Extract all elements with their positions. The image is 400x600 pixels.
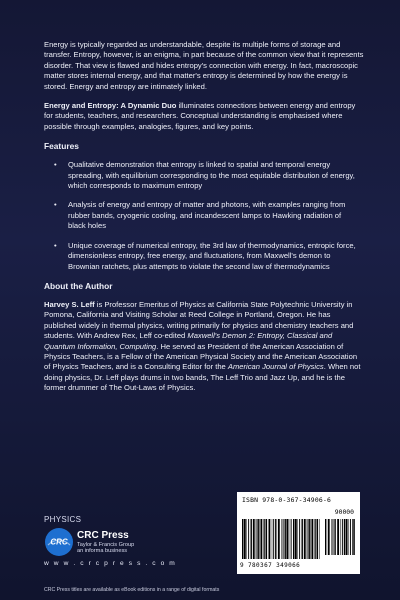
- ean-barcode-bars: [242, 519, 320, 559]
- journal-title: American Journal of Physics: [227, 362, 324, 372]
- barcode: [237, 492, 360, 574]
- publisher-url: w w w . c r c p r e s s . c o m: [44, 560, 177, 567]
- ebook-note: CRC Press titles are available as eBook editions in a range of digital formats: [44, 587, 220, 593]
- publisher-name: CRC Press: [77, 530, 129, 541]
- duo-text: illuminates connections between energy and entropy for students, teachers, and researchers. Conceptual understanding is emphasised where possible through examples, analogies, figures, and key points.: [44, 101, 356, 131]
- bullet-icon: •: [54, 240, 57, 250]
- isbn-label: ISBN 978-0-367-34906-6: [242, 496, 332, 504]
- publisher-group: Taylor & Francis Group: [77, 542, 135, 548]
- subject-label: PHYSICS: [44, 515, 82, 524]
- feature-item: • Qualitative demonstration that entropy is linked to spatial and temporal energy spreading, with equilibrium corresponding to the most equitable distribution of energy, which corresponds to maximum entropy: [54, 160, 355, 191]
- addon-barcode-bars: [325, 519, 355, 555]
- author-name: Harvey S. Leff: [44, 299, 95, 309]
- ean-digits: 9 780367 349066: [240, 562, 301, 569]
- author-heading: About the Author: [44, 280, 113, 291]
- bullet-icon: •: [54, 160, 57, 170]
- features-heading: Features: [44, 141, 79, 152]
- features-list: [44, 160, 364, 272]
- bullet-icon: •: [54, 200, 57, 210]
- duo-paragraph: [44, 101, 364, 132]
- author-bio: Harvey S. Leff is Professor Emeritus of Physics at California State Polytechnic University in Pomona, California and Visiting Scholar at Reed College in Portland, Oregon. He has published widely in thermal physics, writing primarily for physics and chemistry teachers and students. With Andrew Rex, Leff co-edited Maxwell's Demon 2: Entropy, Classical and Quantum Information, Computing. He served as President of the American Association of Physics Teachers, is a Fellow of the American Physical Society and the American Association of Physics Teachers, and is a Consulting Editor for the American Journal of Physics. When not doing physics, Dr. Leff plays drums in two bands, The Leff Trio and Jazz Up, and he is the former drummer of The Out-Laws of Physics.: [44, 299, 361, 393]
- intro-paragraph: Energy is typically regarded as understandable, despite its multiple forms of storage and transfer. Entropy, however, is an enigma, in part because of the common view that it represents disorder. That view is flawed and hides entropy's connection with energy. In fact, macroscopic matter stores internal energy, and that matter's entropy is determined by how the energy is stored. Energy and entropy are intimately linked.: [44, 40, 364, 91]
- logo-text: CRC: [50, 537, 68, 547]
- back-cover-text: [44, 40, 364, 403]
- feature-item: • Analysis of energy and entropy of matter and photons, with examples ranging from rubber bands, cryogenic cooling, and incandescent lamps to Hawking radiation of black holes: [54, 200, 346, 231]
- duo-title: Energy and Entropy: A Dynamic Duo: [44, 101, 177, 111]
- price-code: 90000: [334, 508, 354, 516]
- crc-logo-icon: [44, 527, 74, 557]
- book-title: Maxwell's Demon 2: Entropy, Classical and Quantum Information, Computing: [44, 331, 333, 351]
- publisher-business: an informa business: [77, 548, 128, 554]
- feature-item: • Unique coverage of numerical entropy, the 3rd law of thermodynamics, entropic force, dimensionless entropy, free energy, and fluctuations, from Maxwell's demon to Brownian ratchets, plus attempts to violate the second law of thermodynamics: [54, 240, 356, 271]
